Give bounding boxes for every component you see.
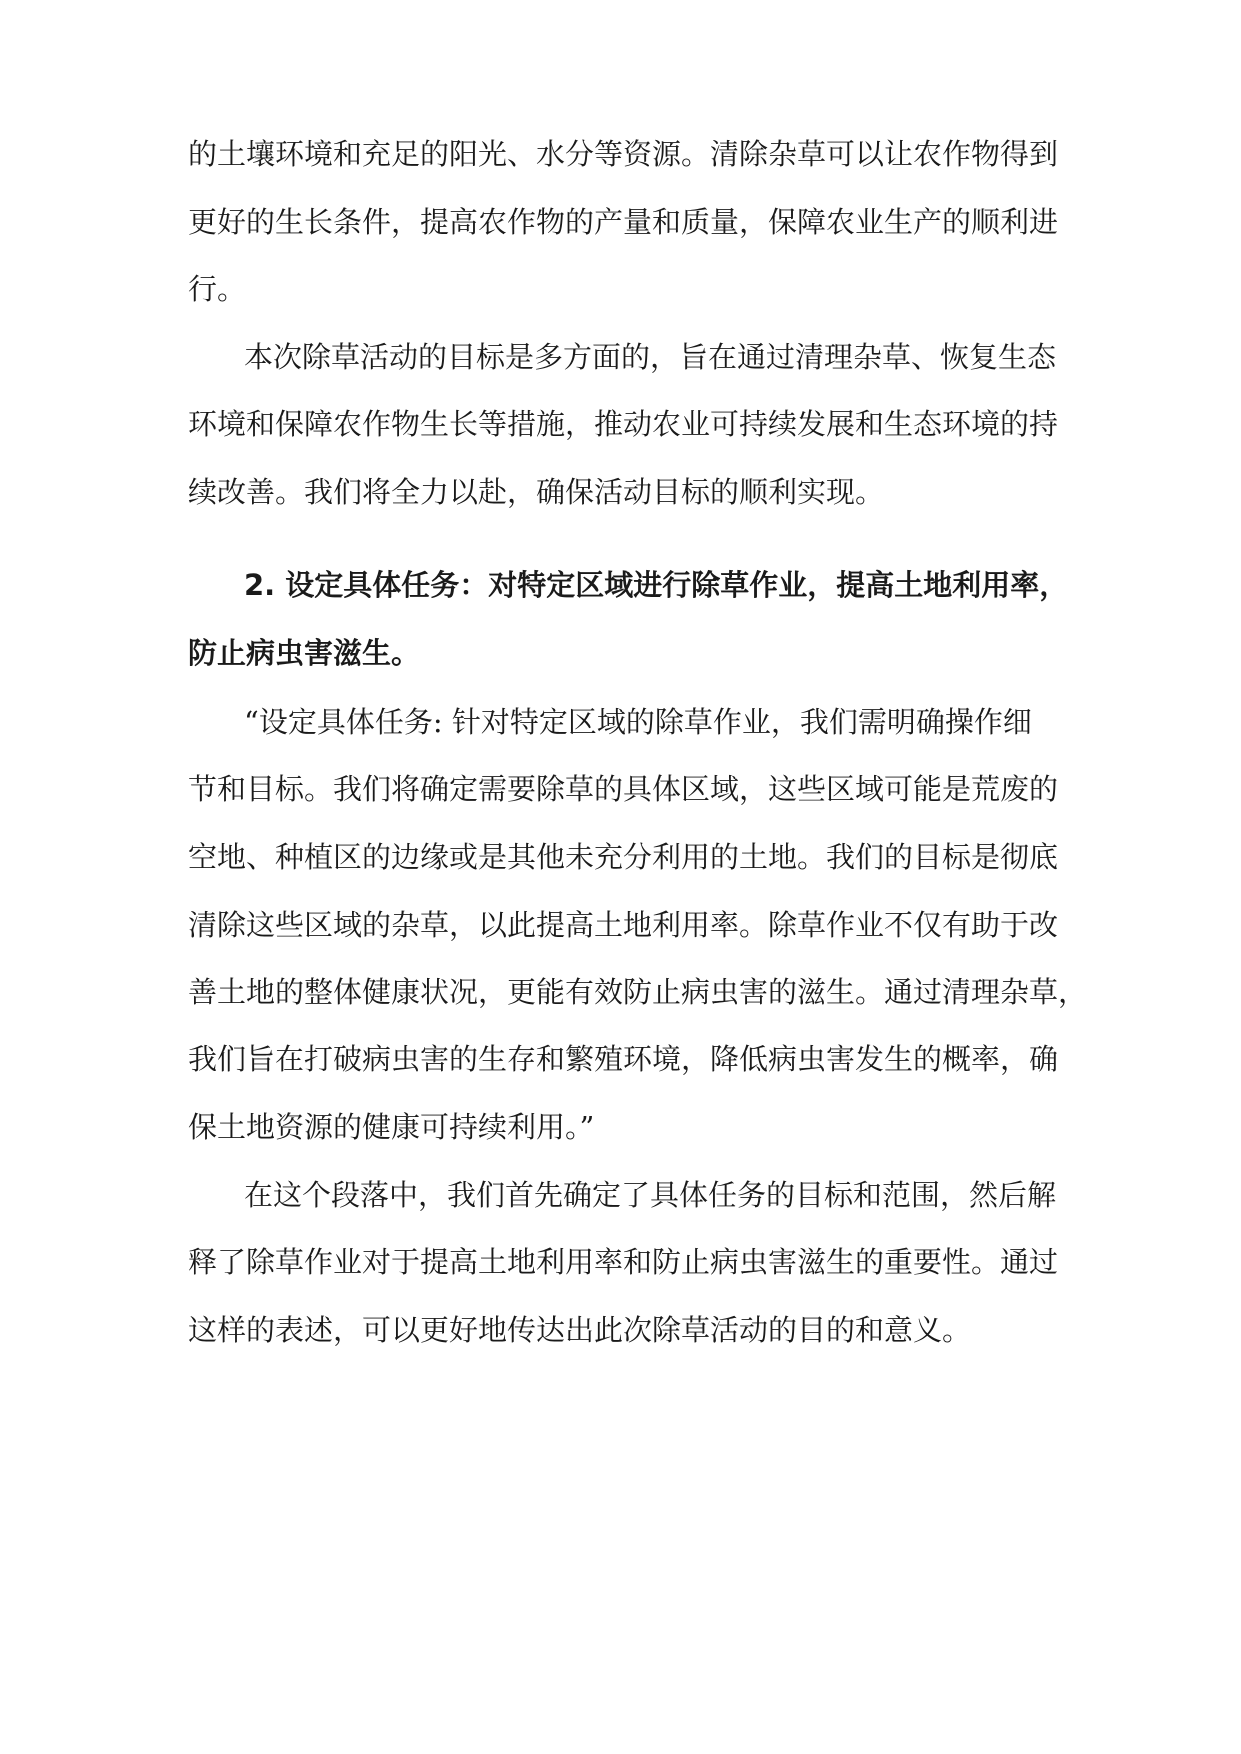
paragraph-line: 在这个段落中，我们首先确定了具体任务的目标和范围，然后解 [244, 1178, 1057, 1212]
paragraph-line: 这样的表述，可以更好地传达出此次除草活动的目的和意义。 [188, 1313, 972, 1347]
paragraph-line: 本次除草活动的目标是多方面的，旨在通过清理杂草、恢复生态 [244, 340, 1057, 374]
paragraph-line: 释了除草作业对于提高土地利用率和防止病虫害滋生的重要性。通过 [188, 1245, 1059, 1279]
paragraph-line: 更好的生长条件，提高农作物的产量和质量，保障农业生产的顺利进 [188, 205, 1059, 239]
paragraph-line: “设定具体任务: 针对特定区域的除草作业，我们需明确操作细 [244, 705, 1032, 739]
paragraph-line: 节和目标。我们将确定需要除草的具体区域，这些区域可能是荒废的 [188, 772, 1059, 806]
paragraph-line: 空地、种植区的边缘或是其他未充分利用的土地。我们的目标是彻底 [188, 840, 1059, 874]
section-heading-line: 防止病虫害滋生。 [188, 636, 421, 670]
paragraph-line: 善土地的整体健康状况，更能有效防止病虫害的滋生。通过清理杂草， [188, 975, 1088, 1009]
paragraph-line: 我们旨在打破病虫害的生存和繁殖环境，降低病虫害发生的概率，确 [188, 1042, 1059, 1076]
paragraph-line: 的土壤环境和充足的阳光、水分等资源。清除杂草可以让农作物得到 [188, 137, 1059, 171]
paragraph-line: 行。 [188, 272, 247, 306]
paragraph-line: 清除这些区域的杂草，以此提高土地利用率。除草作业不仅有助于改 [188, 908, 1059, 942]
paragraph-line: 续改善。我们将全力以赴，确保活动目标的顺利实现。 [188, 475, 885, 509]
section-heading-line: 2. 设定具体任务：对特定区域进行除草作业，提高土地利用率， [244, 568, 1069, 602]
paragraph-line: 环境和保障农作物生长等措施，推动农业可持续发展和生态环境的持 [188, 407, 1059, 441]
paragraph-line: 保土地资源的健康可持续利用。” [188, 1110, 595, 1144]
